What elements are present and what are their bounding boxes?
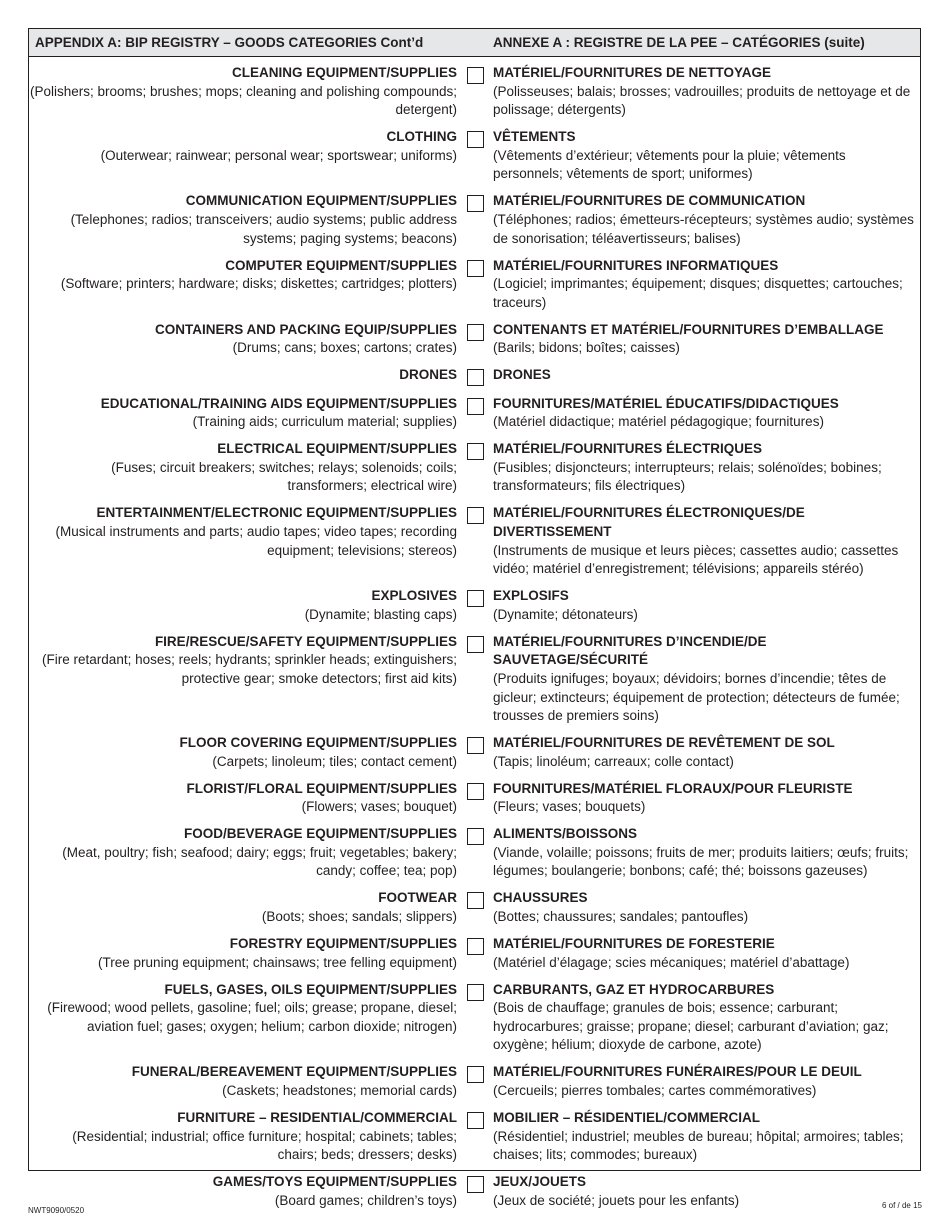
category-row xyxy=(29,889,920,926)
category-french xyxy=(493,192,920,248)
category-desc-fr: (Produits ignifuges; boyaux; dévidoirs; bornes d’incendie; têtes de gicleur; extincteurs; équipement de protection; détecteurs de fumée; trousses de premiers soins) xyxy=(493,670,900,724)
category-english xyxy=(29,395,457,432)
category-english xyxy=(29,825,457,881)
category-desc-en: (Flowers; vases; bouquet) xyxy=(301,799,457,815)
category-title-fr: MATÉRIEL/FOURNITURES DE REVÊTEMENT DE SOL xyxy=(493,735,835,751)
category-english xyxy=(29,734,457,771)
category-french xyxy=(493,1109,920,1165)
category-title-fr: MATÉRIEL/FOURNITURES D’INCENDIE/DE SAUVETAGE/SÉCURITÉ xyxy=(493,633,767,668)
category-desc-en: (Residential; industrial; office furniture; hospital; cabinets; tables; chairs; beds; dressers; desks) xyxy=(72,1128,457,1163)
category-title-fr: MATÉRIEL/FOURNITURES FUNÉRAIRES/POUR LE DEUIL xyxy=(493,1064,862,1080)
category-desc-en: (Software; printers; hardware; disks; diskettes; cartridges; plotters) xyxy=(60,276,457,292)
category-desc-en: (Meat, poultry; fish; seafood; dairy; eggs; fruit; vegetables; bakery; candy; coffee; tea; pop) xyxy=(62,844,457,879)
category-english xyxy=(29,321,457,358)
category-english xyxy=(29,889,457,926)
category-french xyxy=(493,734,920,771)
category-desc-fr: (Cercueils; pierres tombales; cartes commémoratives) xyxy=(493,1082,817,1098)
category-title-en: FIRE/RESCUE/SAFETY EQUIPMENT/SUPPLIES xyxy=(154,633,457,649)
category-title-fr: MOBILIER – RÉSIDENTIEL/COMMERCIAL xyxy=(493,1109,761,1125)
category-title-fr: CHAUSSURES xyxy=(493,890,588,906)
category-title-en: CONTAINERS AND PACKING EQUIP/SUPPLIES xyxy=(154,321,457,337)
category-title-en: EXPLOSIVES xyxy=(371,588,457,604)
category-checkbox[interactable] xyxy=(467,828,484,845)
category-checkbox[interactable] xyxy=(467,1112,484,1129)
category-row xyxy=(29,504,920,578)
category-row xyxy=(29,1173,920,1210)
category-desc-en: (Fuses; circuit breakers; switches; relays; solenoids; coils; transformers; electrical wire) xyxy=(111,459,457,494)
category-desc-en: (Carpets; linoleum; tiles; contact cement) xyxy=(212,753,457,769)
category-french xyxy=(493,504,920,578)
category-french xyxy=(493,395,920,432)
category-checkbox[interactable] xyxy=(467,324,484,341)
category-title-fr: MATÉRIEL/FOURNITURES DE FORESTERIE xyxy=(493,936,775,952)
category-row xyxy=(29,440,920,496)
category-row xyxy=(29,192,920,248)
category-french xyxy=(493,128,920,184)
category-desc-fr: (Résidentiel; industriel; meubles de bureau; hôpital; armoires; tables; chaises; lits; commodes; bureaux) xyxy=(493,1128,904,1163)
category-checkbox[interactable] xyxy=(467,984,484,1001)
category-row xyxy=(29,321,920,358)
category-title-en: COMMUNICATION EQUIPMENT/SUPPLIES xyxy=(185,193,457,209)
category-english xyxy=(29,366,457,385)
category-title-fr: FOURNITURES/MATÉRIEL ÉDUCATIFS/DIDACTIQUES xyxy=(493,395,839,411)
category-title-fr: FOURNITURES/MATÉRIEL FLORAUX/POUR FLEURISTE xyxy=(493,780,853,796)
header-english: APPENDIX A: BIP REGISTRY – GOODS CATEGORIES Cont’d xyxy=(35,35,424,50)
form-id: NWT9090/0520 xyxy=(28,1206,85,1215)
category-desc-en: (Caskets; headstones; memorial cards) xyxy=(222,1082,457,1098)
category-row xyxy=(29,734,920,771)
category-desc-fr: (Viande, volaille; poissons; fruits de mer; produits laitiers; œufs; fruits; légumes; boulangerie; bonbons; café; thé; boissons gazeuses) xyxy=(493,844,909,879)
category-checkbox[interactable] xyxy=(467,131,484,148)
category-french xyxy=(493,633,920,726)
category-desc-en: (Fire retardant; hoses; reels; hydrants; sprinkler heads; extinguishers; protective gear; smoke detectors; first aid kits) xyxy=(42,652,457,686)
category-row xyxy=(29,64,920,120)
category-title-fr: EXPLOSIFS xyxy=(493,588,569,604)
category-english xyxy=(29,587,457,624)
category-title-en: CLEANING EQUIPMENT/SUPPLIES xyxy=(231,65,457,80)
category-title-fr: DRONES xyxy=(493,367,551,383)
category-french xyxy=(493,889,920,926)
category-english xyxy=(29,935,457,972)
category-desc-fr: (Matériel didactique; matériel pédagogique; fournitures) xyxy=(493,414,824,430)
category-desc-fr: (Matériel d’élagage; scies mécaniques; matériel d’abattage) xyxy=(493,954,850,970)
category-checkbox[interactable] xyxy=(467,783,484,800)
category-french xyxy=(493,257,920,313)
category-french xyxy=(493,321,920,358)
category-french xyxy=(493,935,920,972)
category-desc-fr: (Dynamite; détonateurs) xyxy=(493,606,638,622)
category-english xyxy=(29,128,457,165)
category-title-en: ELECTRICAL EQUIPMENT/SUPPLIES xyxy=(217,441,457,457)
category-desc-fr: (Fusibles; disjoncteurs; interrupteurs; relais; solénoïdes; bobines; transformateurs; fils électriques) xyxy=(493,459,882,494)
category-checkbox[interactable] xyxy=(467,892,484,909)
category-desc-fr: (Tapis; linoléum; carreaux; colle contact) xyxy=(493,753,734,769)
category-title-fr: MATÉRIEL/FOURNITURES ÉLECTRONIQUES/DE DIVERTISSEMENT xyxy=(493,505,805,539)
category-row xyxy=(29,981,920,1055)
category-title-en: FORESTRY EQUIPMENT/SUPPLIES xyxy=(229,936,457,952)
table-header xyxy=(29,29,920,57)
category-english xyxy=(29,192,457,248)
category-desc-en: (Training aids; curriculum material; supplies) xyxy=(192,414,457,430)
category-english xyxy=(29,633,457,689)
category-row xyxy=(29,587,920,624)
category-desc-en: (Dynamite; blasting caps) xyxy=(304,606,457,622)
category-desc-en: (Outerwear; rainwear; personal wear; sportswear; uniforms) xyxy=(100,147,457,163)
category-desc-fr: (Téléphones; radios; émetteurs-récepteurs; systèmes audio; systèmes de sonorisation; téléavertisseurs; balises) xyxy=(493,211,914,246)
category-desc-fr: (Barils; bidons; boîtes; caisses) xyxy=(493,340,680,356)
category-desc-en: (Drums; cans; boxes; cartons; crates) xyxy=(232,340,457,356)
category-title-fr: MATÉRIEL/FOURNITURES ÉLECTRIQUES xyxy=(493,441,763,457)
category-english xyxy=(29,257,457,294)
category-title-en: FURNITURE – RESIDENTIAL/COMMERCIAL xyxy=(177,1109,457,1125)
category-row xyxy=(29,257,920,313)
category-title-en: EDUCATIONAL/TRAINING AIDS EQUIPMENT/SUPPLIES xyxy=(100,395,457,411)
category-row xyxy=(29,128,920,184)
category-title-fr: JEUX/JOUETS xyxy=(493,1174,587,1190)
category-checkbox[interactable] xyxy=(467,1176,484,1193)
category-french xyxy=(493,64,920,120)
category-title-fr: CONTENANTS ET MATÉRIEL/FOURNITURES D’EMBALLAGE xyxy=(493,321,884,337)
category-french xyxy=(493,825,920,881)
category-desc-fr: (Polisseuses; balais; brosses; vadrouilles; produits de nettoyage et de polissage; détergents) xyxy=(493,83,911,118)
category-title-fr: VÊTEMENTS xyxy=(493,129,576,145)
category-checkbox[interactable] xyxy=(467,195,484,212)
category-desc-fr: (Bois de chauffage; granules de bois; essence; carburant; hydrocarbures; graisse; propane; diesel; carburant d’aviation; gaz; oxygène; hélium; dioxyde de carbone, azote) xyxy=(493,1000,889,1053)
category-checkbox[interactable] xyxy=(467,938,484,955)
category-checkbox[interactable] xyxy=(467,590,484,607)
category-title-en: COMPUTER EQUIPMENT/SUPPLIES xyxy=(225,257,457,273)
category-row xyxy=(29,1063,920,1100)
category-english xyxy=(29,1173,457,1210)
category-title-fr: CARBURANTS, GAZ ET HYDROCARBURES xyxy=(493,981,775,997)
category-english xyxy=(29,504,457,560)
category-french xyxy=(493,440,920,496)
category-row xyxy=(29,935,920,972)
category-desc-en: (Firewood; wood pellets, gasoline; fuel; oils; grease; propane, diesel; aviation fuel; gases; oxygen; helium; carbon dioxide; nitrogen) xyxy=(47,1000,457,1034)
category-title-en: FLOOR COVERING EQUIPMENT/SUPPLIES xyxy=(179,735,457,751)
category-english xyxy=(29,1109,457,1165)
category-desc-en: (Telephones; radios; transceivers; audio systems; public address systems; paging systems; beacons) xyxy=(70,211,457,246)
category-checkbox[interactable] xyxy=(467,737,484,754)
category-desc-en: (Tree pruning equipment; chainsaws; tree felling equipment) xyxy=(98,954,457,970)
category-french xyxy=(493,981,920,1055)
category-row xyxy=(29,780,920,817)
category-checkbox[interactable] xyxy=(467,443,484,460)
category-checkbox[interactable] xyxy=(467,398,484,415)
category-checkbox[interactable] xyxy=(467,636,484,653)
category-row xyxy=(29,395,920,432)
category-title-en: FUNERAL/BEREAVEMENT EQUIPMENT/SUPPLIES xyxy=(131,1064,457,1080)
category-french xyxy=(493,587,920,624)
category-french xyxy=(493,1173,920,1210)
category-checkbox[interactable] xyxy=(467,507,484,524)
category-desc-fr: (Bottes; chaussures; sandales; pantoufles) xyxy=(493,909,749,925)
page-number: 6 of / de 15 xyxy=(881,1201,922,1210)
category-desc-fr: (Logiciel; imprimantes; équipement; disques; disquettes; cartouches; traceurs) xyxy=(493,276,903,310)
category-title-en: ENTERTAINMENT/ELECTRONIC EQUIPMENT/SUPPLIES xyxy=(96,505,457,521)
category-title-en: DRONES xyxy=(399,367,457,383)
category-desc-fr: (Jeux de société; jouets pour les enfants) xyxy=(493,1192,740,1208)
category-desc-en: (Musical instruments and parts; audio tapes; video tapes; recording equipment; televisions; stereos) xyxy=(55,524,457,558)
category-checkbox[interactable] xyxy=(467,260,484,277)
category-row xyxy=(29,366,920,386)
category-desc-en: (Boots; shoes; sandals; slippers) xyxy=(261,909,457,925)
category-row xyxy=(29,633,920,726)
category-desc-fr: (Fleurs; vases; bouquets) xyxy=(493,799,646,815)
category-desc-fr: (Vêtements d’extérieur; vêtements pour la pluie; vêtements personnels; vêtements de sport; uniformes) xyxy=(493,147,846,182)
category-title-fr: MATÉRIEL/FOURNITURES DE COMMUNICATION xyxy=(493,193,806,209)
category-english xyxy=(29,780,457,817)
category-title-fr: MATÉRIEL/FOURNITURES DE NETTOYAGE xyxy=(493,65,772,80)
category-french xyxy=(493,1063,920,1100)
category-title-en: FUELS, GASES, OILS EQUIPMENT/SUPPLIES xyxy=(164,981,457,997)
category-checkbox[interactable] xyxy=(467,1066,484,1083)
category-title-en: GAMES/TOYS EQUIPMENT/SUPPLIES xyxy=(212,1174,457,1190)
category-english xyxy=(29,64,457,120)
category-title-fr: ALIMENTS/BOISSONS xyxy=(493,826,638,842)
category-checkbox[interactable] xyxy=(467,369,484,386)
category-desc-en: (Polishers; brooms; brushes; mops; cleaning and polishing compounds; detergent) xyxy=(30,83,457,118)
category-title-en: FLORIST/FLORAL EQUIPMENT/SUPPLIES xyxy=(186,780,457,796)
header-french: ANNEXE A : REGISTRE DE LA PEE – CATÉGORIES (suite) xyxy=(493,35,865,50)
category-list xyxy=(29,57,920,1210)
category-desc-en: (Board games; children’s toys) xyxy=(274,1192,457,1208)
category-checkbox[interactable] xyxy=(467,67,484,84)
category-row xyxy=(29,1109,920,1165)
category-desc-fr: (Instruments de musique et leurs pièces; cassettes audio; cassettes vidéo; matériel d’enregistrement; télévisions; appareils stéréo) xyxy=(493,542,899,577)
category-title-en: FOOD/BEVERAGE EQUIPMENT/SUPPLIES xyxy=(183,826,457,842)
category-title-fr: MATÉRIEL/FOURNITURES INFORMATIQUES xyxy=(493,257,779,273)
category-title-en: FOOTWEAR xyxy=(378,890,457,906)
category-french xyxy=(493,780,920,817)
category-french xyxy=(493,366,920,385)
category-row xyxy=(29,825,920,881)
category-english xyxy=(29,1063,457,1100)
category-title-en: CLOTHING xyxy=(386,129,457,145)
category-english xyxy=(29,440,457,496)
category-english xyxy=(29,981,457,1037)
